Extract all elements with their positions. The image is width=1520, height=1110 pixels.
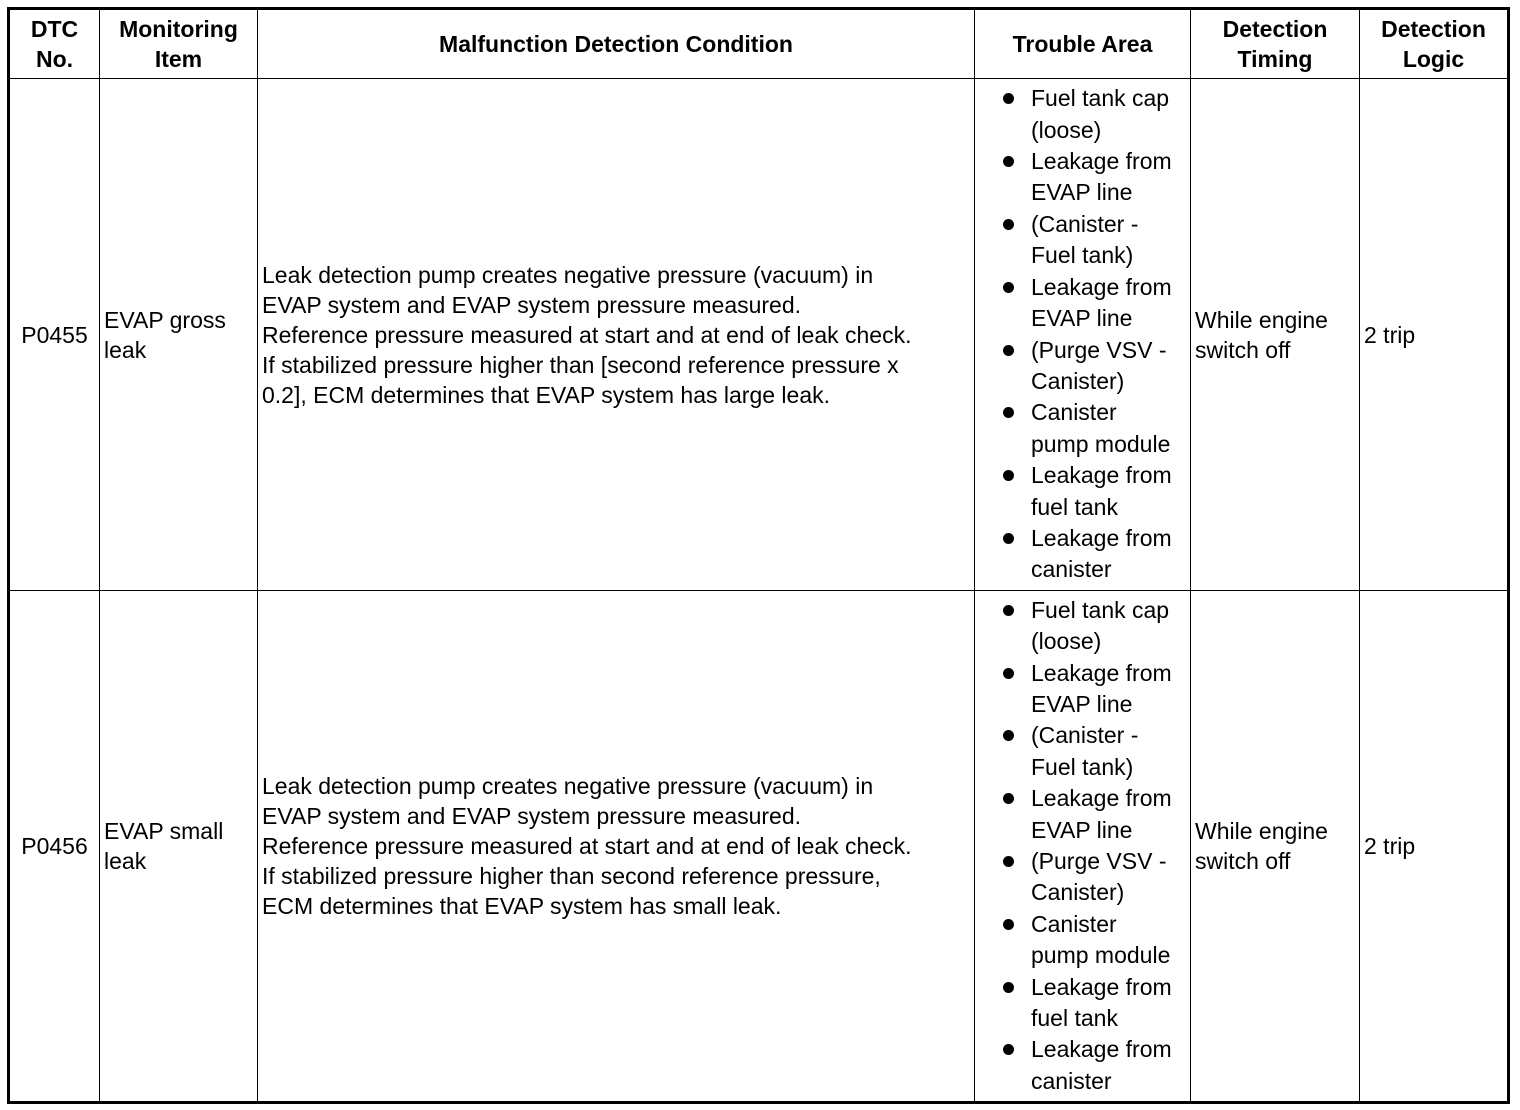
bullet-icon bbox=[1003, 407, 1014, 418]
detection-timing: While engine switch off bbox=[1191, 79, 1360, 591]
bullet-icon bbox=[1003, 156, 1014, 167]
trouble-area-item: (Canister - Fuel tank) bbox=[983, 720, 1186, 783]
header-monitoring-item: Monitoring Item bbox=[100, 9, 258, 79]
detection-condition: Leak detection pump creates negative pressure (vacuum) in EVAP system and EVAP system pressure measured. Reference pressure measured at start and at end of leak check. If stabilized pressure higher than [second reference pressure x 0.2], ECM determines that EVAP system has large leak. bbox=[258, 79, 975, 591]
bullet-icon bbox=[1003, 982, 1014, 993]
bullet-icon bbox=[1003, 605, 1014, 616]
bullet-icon bbox=[1003, 533, 1014, 544]
trouble-area-item: Canister pump module bbox=[983, 909, 1186, 972]
trouble-area-item: (Purge VSV - Canister) bbox=[983, 335, 1186, 398]
header-detection-logic: Detection Logic bbox=[1360, 9, 1509, 79]
trouble-area-list bbox=[983, 595, 1186, 1098]
header-detection-timing: Detection Timing bbox=[1191, 9, 1360, 79]
trouble-area-item: Leakage from EVAP line bbox=[983, 658, 1186, 721]
trouble-area-list bbox=[983, 83, 1186, 586]
detection-logic: 2 trip bbox=[1360, 591, 1509, 1103]
bullet-icon bbox=[1003, 793, 1014, 804]
monitoring-item: EVAP small leak bbox=[100, 591, 258, 1103]
bullet-icon bbox=[1003, 93, 1014, 104]
bullet-icon bbox=[1003, 1044, 1014, 1055]
bullet-icon bbox=[1003, 470, 1014, 481]
bullet-icon bbox=[1003, 730, 1014, 741]
bullet-icon bbox=[1003, 219, 1014, 230]
dtc-code: P0456 bbox=[9, 591, 100, 1103]
trouble-area-item: Fuel tank cap (loose) bbox=[983, 595, 1186, 658]
trouble-area-item: Leakage from EVAP line bbox=[983, 783, 1186, 846]
trouble-area bbox=[975, 79, 1191, 591]
dtc-code: P0455 bbox=[9, 79, 100, 591]
bullet-icon bbox=[1003, 282, 1014, 293]
bullet-icon bbox=[1003, 856, 1014, 867]
monitoring-item: EVAP gross leak bbox=[100, 79, 258, 591]
table-row bbox=[9, 79, 1509, 591]
trouble-area-item: (Canister - Fuel tank) bbox=[983, 209, 1186, 272]
header-trouble-area: Trouble Area bbox=[975, 9, 1191, 79]
header-dtc-no: DTC No. bbox=[9, 9, 100, 79]
bullet-icon bbox=[1003, 668, 1014, 679]
trouble-area bbox=[975, 591, 1191, 1103]
bullet-icon bbox=[1003, 345, 1014, 356]
table-row bbox=[9, 591, 1509, 1103]
detection-condition: Leak detection pump creates negative pressure (vacuum) in EVAP system and EVAP system pressure measured. Reference pressure measured at start and at end of leak check. If stabilized pressure higher than second reference pressure, ECM determines that EVAP system has small leak. bbox=[258, 591, 975, 1103]
trouble-area-item: Fuel tank cap (loose) bbox=[983, 83, 1186, 146]
trouble-area-item: Leakage from canister bbox=[983, 1034, 1186, 1097]
header-detection-condition: Malfunction Detection Condition bbox=[258, 9, 975, 79]
dtc-table bbox=[7, 7, 1510, 1104]
detection-logic: 2 trip bbox=[1360, 79, 1509, 591]
header-row bbox=[9, 9, 1509, 79]
bullet-icon bbox=[1003, 919, 1014, 930]
trouble-area-item: Leakage from EVAP line bbox=[983, 146, 1186, 209]
detection-timing: While engine switch off bbox=[1191, 591, 1360, 1103]
trouble-area-item: Leakage from canister bbox=[983, 523, 1186, 586]
trouble-area-item: (Purge VSV - Canister) bbox=[983, 846, 1186, 909]
trouble-area-item: Canister pump module bbox=[983, 397, 1186, 460]
trouble-area-item: Leakage from EVAP line bbox=[983, 272, 1186, 335]
trouble-area-item: Leakage from fuel tank bbox=[983, 460, 1186, 523]
trouble-area-item: Leakage from fuel tank bbox=[983, 972, 1186, 1035]
